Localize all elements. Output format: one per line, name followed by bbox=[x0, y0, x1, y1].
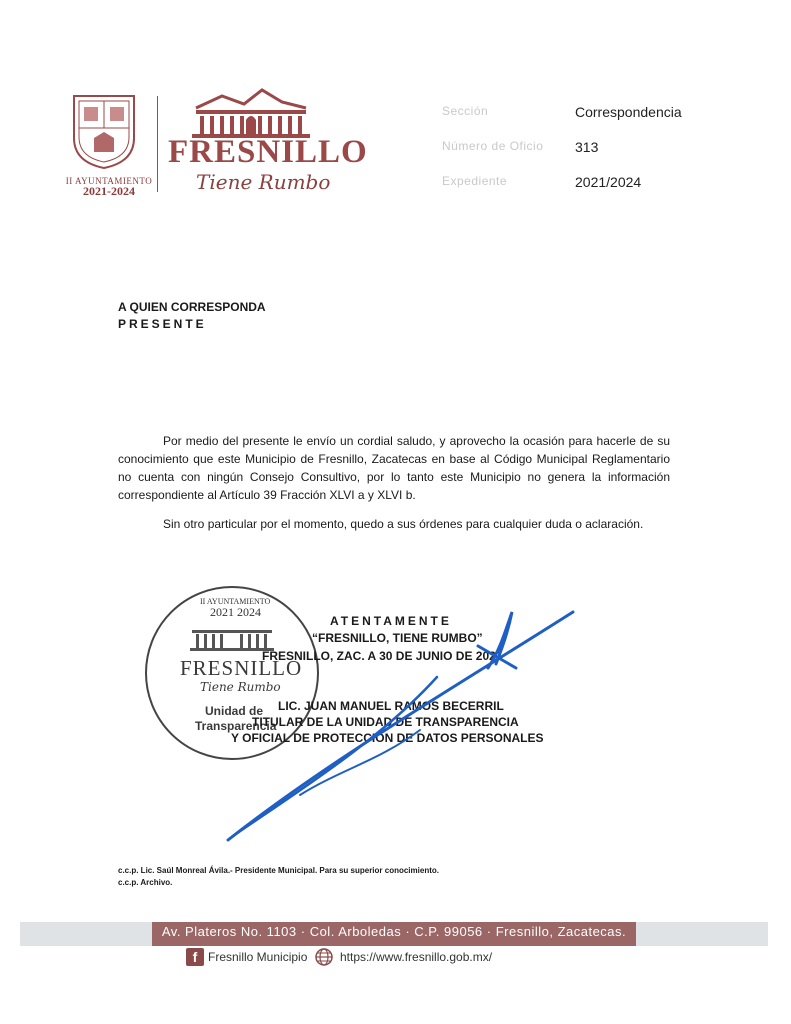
atentamente-label: ATENTAMENTE bbox=[330, 614, 452, 628]
period-label: 2021-2024 bbox=[83, 184, 135, 198]
header-divider bbox=[157, 96, 158, 192]
stamp-brand: FRESNILLO bbox=[180, 656, 303, 680]
globe-icon bbox=[314, 947, 334, 967]
presente-line: PRESENTE bbox=[118, 317, 207, 331]
signer-title-1: TITULAR DE LA UNIDAD DE TRANSPARENCIA bbox=[252, 715, 519, 729]
body-paragraph-2: Sin otro particular por el momento, quedo a sus órdenes para cualquier duda o aclaración. bbox=[163, 517, 644, 531]
cc-line-2: c.c.p. Archivo. bbox=[118, 878, 173, 887]
addressee-line: A QUIEN CORRESPONDA bbox=[118, 300, 266, 314]
oficio-label: Número de Oficio bbox=[442, 139, 544, 153]
brand-tagline: Tiene Rumbo bbox=[196, 170, 331, 194]
stamp-ayuntamiento: II AYUNTAMIENTO bbox=[200, 597, 271, 606]
municipal-seal-icon bbox=[68, 90, 140, 170]
seccion-label: Sección bbox=[442, 104, 489, 118]
signer-title-2: Y OFICIAL DE PROTECCIÓN DE DATOS PERSONALES bbox=[231, 731, 544, 745]
ayuntamiento-label: II AYUNTAMIENTO bbox=[65, 176, 153, 186]
cc-line-1: c.c.p. Lic. Saúl Monreal Ávila.- Presidente Municipal. Para su superior conocimiento. bbox=[118, 866, 439, 875]
motto-label: “FRESNILLO, TIENE RUMBO” bbox=[312, 631, 483, 645]
expediente-value: 2021/2024 bbox=[575, 174, 642, 190]
website-link: https://www.fresnillo.gob.mx/ bbox=[340, 950, 493, 964]
stamp-period: 2021 2024 bbox=[210, 605, 261, 619]
expediente-label: Expediente bbox=[442, 174, 508, 188]
stamp-unit-line1: Unidad de bbox=[205, 704, 264, 718]
brand-name: FRESNILLO bbox=[168, 134, 368, 170]
body-paragraph-1: Por medio del presente le envío un cordial saludo, y aprovecho la ocasión para hacerle de su conocimiento que este Municipio de Fresnillo, Zacatecas en base al Código Municipal Reglamentario no cuenta con ningún Consejo Consultivo, por lo tanto este Municipio no genera la información correspondiente al Artículo 39 Fracción XLVI a y XLVI b. bbox=[118, 434, 670, 502]
signer-name: LIC. JUAN MANUEL RAMOS BECERRIL bbox=[278, 699, 504, 713]
facebook-icon: f bbox=[186, 948, 204, 966]
stamp-tagline: Tiene Rumbo bbox=[200, 680, 281, 694]
building-icon bbox=[192, 88, 310, 138]
seccion-value: Correspondencia bbox=[575, 104, 682, 120]
place-date-label: FRESNILLO, ZAC. A 30 DE JUNIO DE 2021 bbox=[262, 649, 503, 663]
footer-address: Av. Plateros No. 1103 · Col. Arboledas · C.P. 99056 · Fresnillo, Zacatecas. bbox=[161, 924, 627, 939]
stamp-unit-line2: Transparencia bbox=[195, 719, 277, 733]
facebook-link: Fresnillo Municipio bbox=[208, 950, 308, 964]
oficio-value: 313 bbox=[575, 139, 599, 155]
